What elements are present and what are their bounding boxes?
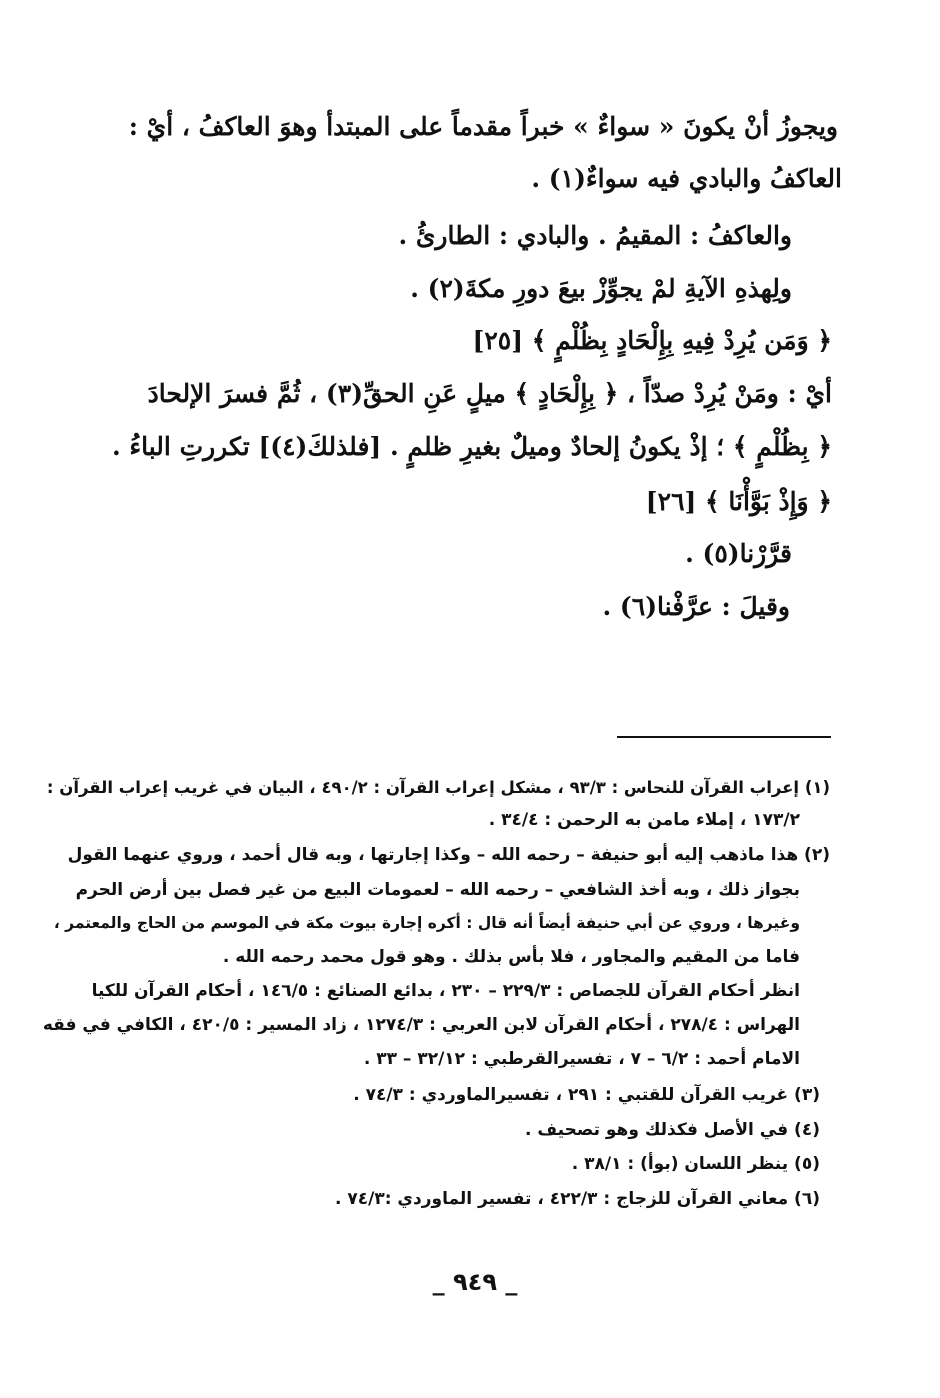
footnote-3: (٣) غريب القرآن للقتبي : ٢٩١ ، تفسيرالماوردي : ٧٤/٣ .	[353, 1085, 820, 1105]
main-line-6: أيْ : ومَنْ يُرِدْ صدّاً ، ﴿ بِإِلْحَادٍ ﴾ ميلٍ عَنِ الحقِّ(٣) ، ثُمَّ فسرَ الإلحادَ	[147, 379, 832, 408]
footnote-2-line-6: الهراس : ٢٧٨/٤ ، أحكام القرآن لابن العربي : ١٢٧٤/٣ ، زاد المسير : ٤٢٠/٥ ، الكافي في فقه	[42, 1015, 800, 1035]
main-line-1: ويجوزُ أنْ يكونَ « سواءٌ » خبراً مقدماً على المبتدأ وهوَ العاكفُ ، أيْ :	[128, 112, 838, 141]
main-line-9: قرَّرْنا(٥) .	[685, 539, 792, 568]
main-line-4: ولِهذهِ الآيةِ لمْ يجوِّزْ بيعَ دورِ مكةَ(٢) .	[410, 274, 792, 303]
main-line-10: وقيلَ : عرَّفْنا(٦) .	[602, 592, 790, 621]
footnote-separator	[617, 736, 831, 738]
footnote-2-line-3: وغيرها ، وروي عن أبي حنيفة أيضاً أنه قال : أكره إجارة بيوت مكة في الموسم من الحاج والمعتمر ،	[53, 914, 800, 932]
main-line-7: ﴿ بِظُلْمٍ ﴾ ؛ إذْ يكونُ إلحادٌ وميلٌ بغيرِ ظلمٍ . [فلذلكَ(٤)] تكررتِ الباءُ .	[111, 432, 832, 461]
main-line-3: والعاكفُ : المقيمُ . والبادي : الطارئُ .	[398, 221, 792, 250]
footnote-4: (٤) في الأصل فكذلك وهو تصحيف .	[525, 1120, 820, 1140]
footnote-2-line-1: (٢) هذا ماذهب إليه أبو حنيفة – رحمه الله – وكذا إجارتها ، وبه قال أحمد ، وروي عنهما القول	[67, 845, 830, 865]
footnote-2-line-5: انظر أحكام القرآن للجصاص : ٢٢٩/٣ – ٢٣٠ ، بدائع الصنائع : ١٤٦/٥ ، أحكام القرآن للكيا	[91, 981, 800, 1001]
footnote-1-line-1: (١) إعراب القرآن للنحاس : ٩٣/٣ ، مشكل إعراب القرآن : ٤٩٠/٢ ، البيان في غريب إعراب القرآن :	[46, 778, 830, 797]
footnote-2-line-4: فاما من المقيم والمجاور ، فلا بأس بذلك . وهو قول محمد رحمه الله .	[222, 947, 800, 967]
page-number: _ ٩٤٩ _	[432, 1268, 518, 1296]
main-line-2: العاكفُ والبادي فيه سواءٌ(١) .	[531, 164, 842, 193]
footnote-6: (٦) معاني القرآن للزجاج : ٤٢٢/٣ ، تفسير الماوردي :٧٤/٣ .	[334, 1189, 820, 1209]
footnote-2-line-2: بجواز ذلك ، وبه أخذ الشافعي – رحمه الله – لعمومات البيع من غير فصل بين أرض الحرم	[75, 880, 800, 900]
footnote-2-line-7: الامام أحمد : ٦/٢ – ٧ ، تفسيرالقرطبي : ٣٢/١٢ – ٣٣ .	[363, 1049, 800, 1069]
footnote-5: (٥) ينظر اللسان (بوأ) : ٣٨/١ .	[571, 1154, 820, 1174]
footnote-1-line-2: ١٧٣/٢ ، إملاء مامن به الرحمن : ٣٤/٤ .	[488, 810, 800, 830]
verse-26: ﴿ وَإِذْ بَوَّأْنَا ﴾ [٢٦]	[645, 487, 832, 516]
verse-25: ﴿ وَمَن يُرِدْ فِيهِ بِإِلْحَادٍ بِظُلْمٍ ﴾ [٢٥]	[472, 326, 832, 355]
